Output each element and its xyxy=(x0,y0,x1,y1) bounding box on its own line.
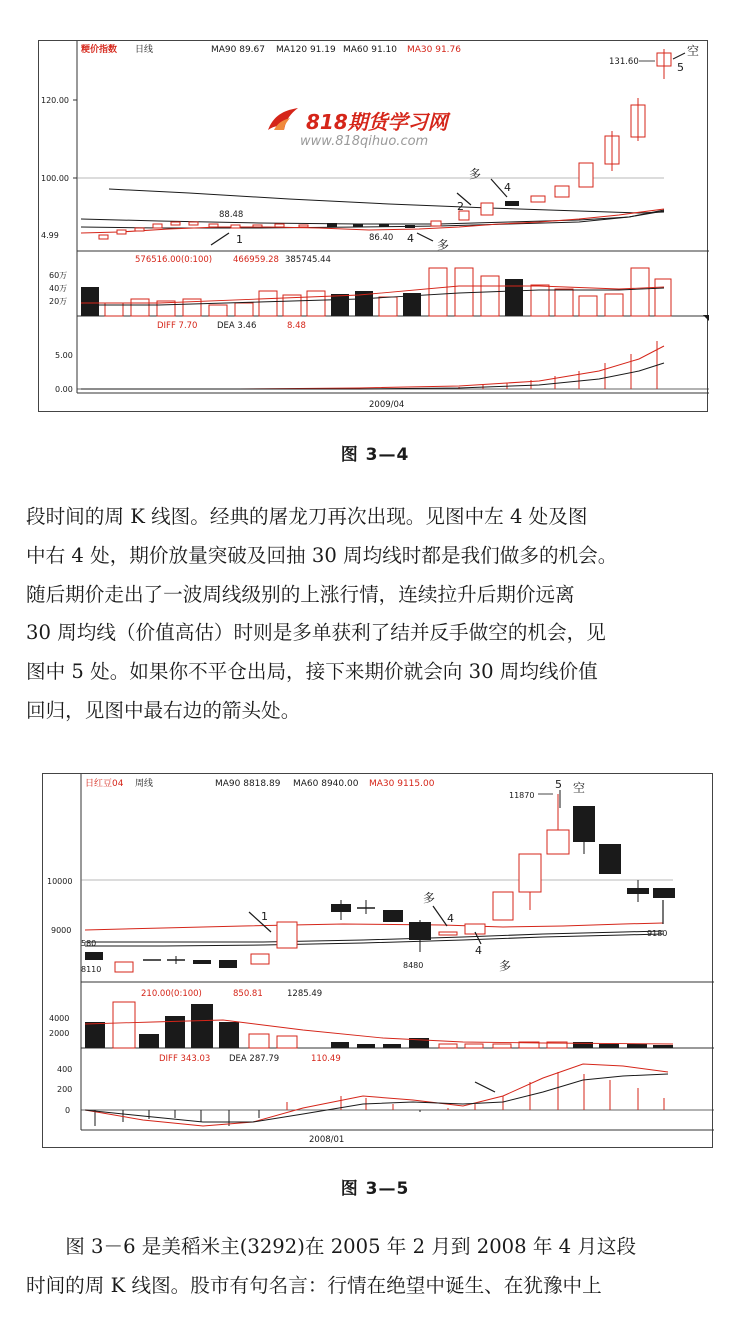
price-left-label: 4.99 xyxy=(41,231,59,240)
vol-tick-20: 20万 xyxy=(49,297,68,306)
candle xyxy=(353,224,363,227)
candle xyxy=(405,225,415,228)
macd-dea-line xyxy=(85,1074,668,1122)
annotation-5-label: 5 xyxy=(677,61,684,74)
annotation-long-label-upper: 多 xyxy=(423,891,436,905)
volume-bar xyxy=(439,1044,457,1048)
candle xyxy=(135,228,144,231)
chart-name: 日红豆04 xyxy=(85,779,124,789)
candle xyxy=(115,962,133,972)
candle xyxy=(219,960,237,968)
arrow-4-lower xyxy=(417,233,433,241)
ma120-label: MA120 91.19 xyxy=(276,45,336,55)
arrow-macd xyxy=(475,1082,495,1092)
figure-3-5-caption: 图 3—5 xyxy=(340,1179,410,1199)
candle xyxy=(117,230,126,234)
volume-bar xyxy=(131,299,149,316)
figure-3-4-chart xyxy=(38,40,708,412)
candle xyxy=(439,932,457,935)
volume-bar xyxy=(429,268,447,316)
candle xyxy=(193,960,211,964)
volume-bar xyxy=(599,1044,619,1048)
price-580-label: 580 xyxy=(81,939,97,948)
volume-bar xyxy=(605,294,623,316)
candle xyxy=(573,806,595,842)
vol-tick-4000: 4000 xyxy=(49,1014,70,1023)
candle xyxy=(327,223,337,227)
price-88-label: 88.48 xyxy=(219,210,244,220)
paragraph-line: 回归，见图中最右边的箭头处。 xyxy=(26,698,301,722)
ma60-label: MA60 8940.00 xyxy=(293,779,359,789)
date-label: 2008/01 xyxy=(309,1135,345,1145)
candle xyxy=(171,222,180,225)
candle xyxy=(383,910,403,922)
paragraph-line: 段时间的周 K 线图。经典的屠龙刀再次出现。见图中左 4 处及图 xyxy=(26,505,588,528)
annotation-short-label: 空 xyxy=(573,781,586,795)
candle xyxy=(231,225,240,228)
candle xyxy=(379,224,389,227)
y-tick-9000: 9000 xyxy=(51,926,72,935)
volume-bar xyxy=(219,1022,239,1048)
volume-bar xyxy=(455,268,473,316)
vol-tick-40: 40万 xyxy=(49,284,68,293)
figure-3-4-caption: 图 3—4 xyxy=(340,445,410,465)
annotation-short-label: 空 xyxy=(687,44,700,58)
annotation-5-label: 5 xyxy=(555,778,562,791)
volume-bar xyxy=(81,287,99,316)
price-8110-label: 8110 xyxy=(81,965,102,974)
volume-bar xyxy=(209,305,227,316)
volume-bar xyxy=(383,1044,401,1048)
candles xyxy=(85,794,675,972)
annotation-1-label: 1 xyxy=(261,910,268,923)
macd-tick-0: 0 xyxy=(65,1106,71,1115)
volume-bar xyxy=(379,297,397,316)
volume-bar xyxy=(505,279,523,316)
paragraph-line: 时间的周 K 线图。股市有句名言：行情在绝望中诞生、在犹豫中上 xyxy=(26,1273,602,1297)
paragraph-line: 随后期价走出了一波周线级别的上涨行情，连续拉升后期价远离 xyxy=(26,582,575,606)
volume-bar xyxy=(357,1044,375,1048)
candle xyxy=(547,830,569,854)
volume-bar xyxy=(555,289,573,316)
figure-3-5-chart xyxy=(42,773,713,1148)
candle xyxy=(579,163,593,187)
paragraph-line: 图 3－6 是美稻米主(3292)在 2005 年 2 月到 2008 年 4 月这段 xyxy=(65,1235,637,1258)
candle xyxy=(251,954,269,964)
candle xyxy=(481,203,493,215)
macd-diff: DIFF 343.03 xyxy=(159,1054,211,1064)
macd-dea: DEA 287.79 xyxy=(229,1054,280,1064)
volume-bar xyxy=(631,268,649,316)
ma90-label: MA90 89.67 xyxy=(211,45,265,55)
watermark-main-text: 818期货学习网 xyxy=(306,110,448,134)
candle xyxy=(299,225,308,227)
volume-bar xyxy=(481,276,499,316)
macd-tick-5: 5.00 xyxy=(55,351,73,360)
candle xyxy=(277,922,297,948)
annotation-1-label: 1 xyxy=(236,233,243,246)
volume-bar xyxy=(579,296,597,316)
volume-bar xyxy=(627,1044,647,1048)
candle xyxy=(493,892,513,920)
candle xyxy=(99,235,108,239)
volume-bar xyxy=(259,291,277,316)
vol-tick-60: 60万 xyxy=(49,271,68,280)
macd-tick-0: 0.00 xyxy=(55,385,73,394)
volume-v3: 1285.49 xyxy=(287,989,323,999)
volume-bar xyxy=(331,294,349,316)
macd-diff-line xyxy=(81,346,664,389)
chart-period: 日线 xyxy=(135,45,154,55)
volume-bar xyxy=(331,1042,349,1048)
candle xyxy=(189,222,198,225)
macd-diff: DIFF 7.70 xyxy=(157,321,198,331)
candle xyxy=(555,186,569,197)
volume-bar xyxy=(113,1002,135,1048)
ma30-label: MA30 91.76 xyxy=(407,45,461,55)
ma30-label: MA30 9115.00 xyxy=(369,779,435,789)
macd-dea: DEA 3.46 xyxy=(217,321,257,331)
volume-v1: 576516.00(0:100) xyxy=(135,255,213,265)
candle xyxy=(275,224,284,227)
y-tick-10000: 10000 xyxy=(47,877,73,886)
volume-bar xyxy=(465,1044,483,1048)
macd-diff-line xyxy=(85,1064,668,1126)
volume-bars xyxy=(81,268,671,316)
arrow-1 xyxy=(211,233,229,245)
vol-tick-2000: 2000 xyxy=(49,1029,70,1038)
volume-bar xyxy=(249,1034,269,1048)
candle xyxy=(431,221,441,226)
chart-name: 粳价指数 xyxy=(81,45,118,55)
macd-dea-line xyxy=(81,363,664,389)
price-9180-label: 9180 xyxy=(647,929,668,938)
annotation-4-label-lower: 4 xyxy=(475,944,482,957)
arrow-4-upper xyxy=(433,906,447,926)
price-8480-label: 8480 xyxy=(403,961,424,970)
arrow-short xyxy=(673,53,685,59)
volume-bar xyxy=(277,1036,297,1048)
body-paragraph-1 xyxy=(26,498,728,731)
volume-bars xyxy=(85,1002,673,1048)
volume-bar xyxy=(235,303,253,316)
macd-histogram xyxy=(95,1072,664,1126)
paragraph-line: 30 周均线（价值高估）时则是多单获利了结并反手做空的机会，见 xyxy=(26,621,606,645)
annotation-4-label-upper: 4 xyxy=(504,181,511,194)
figure-3-4-svg xyxy=(39,41,709,413)
ma90-label: MA90 8818.89 xyxy=(215,779,281,789)
volume-bar xyxy=(85,1022,105,1048)
price-top-label: 11870 xyxy=(509,791,535,800)
watermark-url-text: www.818qihuo.com xyxy=(300,134,429,149)
volume-bar xyxy=(139,1034,159,1048)
volume-v2: 466959.28 xyxy=(233,255,279,265)
candle xyxy=(505,201,519,206)
macd-tick-200: 200 xyxy=(57,1085,73,1094)
y-tick-120: 120.00 xyxy=(41,96,69,105)
candle xyxy=(209,224,218,227)
macd-histogram xyxy=(459,341,657,389)
flame-logo-icon xyxy=(264,106,300,134)
volume-v3: 385745.44 xyxy=(285,255,331,265)
volume-bar xyxy=(191,1004,213,1048)
candle xyxy=(653,888,675,898)
volume-bar xyxy=(653,1045,673,1048)
macd-value: 110.49 xyxy=(311,1054,341,1064)
figure-3-5-svg xyxy=(43,774,714,1149)
annotation-2-label: 2 xyxy=(457,200,464,213)
annotation-long-label-lower: 多 xyxy=(499,959,512,973)
price-86-label: 86.40 xyxy=(369,233,394,243)
macd-value: 8.48 xyxy=(287,321,306,331)
ma60-label: MA60 91.10 xyxy=(343,45,397,55)
watermark xyxy=(264,106,484,156)
volume-v1: 210.00(0:100) xyxy=(141,989,202,999)
price-top-label: 131.60 xyxy=(609,57,639,67)
macd-tick-400: 400 xyxy=(57,1065,73,1074)
paragraph-line: 图中 5 处。如果你不平仓出局，接下来期价就会向 30 周均线价值 xyxy=(26,660,598,684)
volume-v2: 850.81 xyxy=(233,989,263,999)
volume-bar xyxy=(307,291,325,316)
annotation-4-label-upper: 4 xyxy=(447,912,454,925)
paragraph-line: 中右 4 处，期价放量突破及回抽 30 周均线时都是我们做多的机会。 xyxy=(26,543,618,567)
annotation-long-label-lower: 多 xyxy=(437,238,450,252)
candle xyxy=(85,952,103,960)
candle xyxy=(599,844,621,874)
candle xyxy=(519,854,541,892)
candle xyxy=(531,196,545,202)
y-tick-100: 100.00 xyxy=(41,174,69,183)
panel-corner-marker xyxy=(703,315,709,321)
volume-bar xyxy=(655,279,671,316)
annotation-long-label-upper: 多 xyxy=(469,167,482,181)
date-label: 2009/04 xyxy=(369,400,405,410)
candle xyxy=(253,225,262,227)
annotation-4-label-lower: 4 xyxy=(407,232,414,245)
volume-bar xyxy=(493,1044,511,1048)
candle xyxy=(153,224,162,228)
ma30-line xyxy=(85,923,663,930)
body-paragraph-2 xyxy=(26,1228,728,1306)
ma-line-long xyxy=(109,189,664,213)
chart-period: 周线 xyxy=(135,779,154,789)
